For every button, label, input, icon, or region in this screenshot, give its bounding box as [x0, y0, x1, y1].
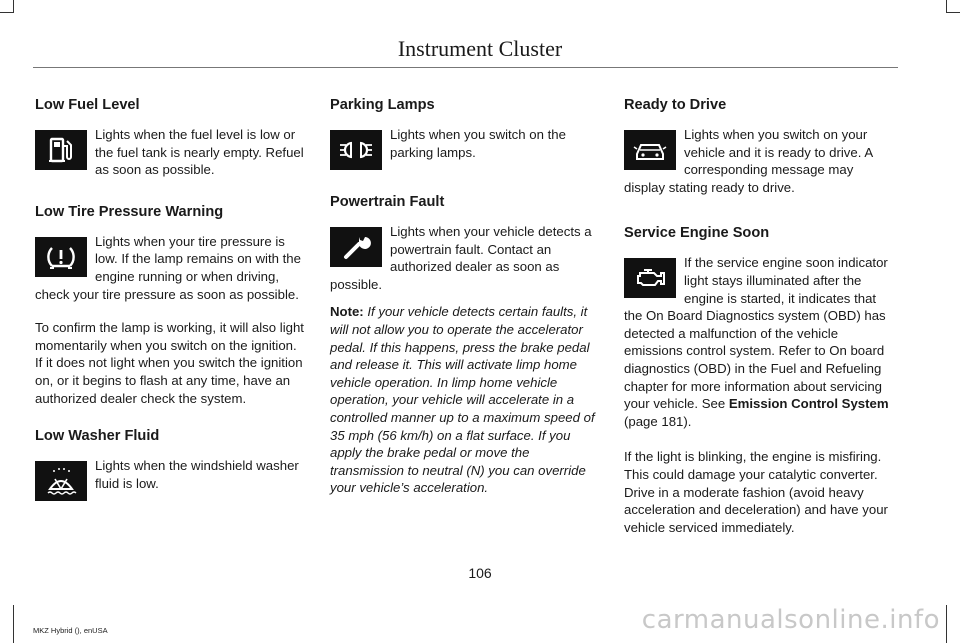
header-rule [33, 67, 898, 68]
low-fuel-entry [35, 126, 307, 187]
fuel-pump-icon [35, 130, 87, 170]
body-text: Lights when you switch on your vehicle and it is ready to drive. A corresponding message may display stating ready to drive. [624, 127, 873, 195]
ready-entry [624, 126, 896, 204]
crop-mark [13, 605, 14, 643]
note-label: Note: [330, 304, 364, 320]
service-entry [624, 254, 896, 438]
column-3 [624, 96, 896, 544]
wrench-icon [330, 227, 382, 267]
section-heading: Ready to Drive [624, 97, 727, 113]
column-2 [330, 96, 600, 505]
crop-mark [946, 0, 947, 13]
washer-entry [35, 457, 307, 504]
section-heading: Powertrain Fault [330, 194, 445, 210]
body-text: Lights when your vehicle detects a powertrain fault. Contact an authorized dealer as soon as possible. [330, 224, 592, 292]
powertrain-entry [330, 223, 600, 301]
note [330, 303, 600, 497]
body-text: Lights when the windshield washer fluid is low. [95, 458, 299, 491]
crop-mark [946, 605, 947, 643]
service-text: If the service engine soon indicator light stays illuminated after the engine is started, it indicates that the On Board Diagnostics system (OBD) has detected a malfunction of the vehicle emissions control system. Refer to On board diagnostics (OBD) in the Fuel and Refueling chapter for more information about servicing your vehicle. See [624, 255, 888, 412]
section-heading: Service Engine Soon [624, 225, 770, 242]
parking-entry [330, 126, 600, 173]
body-text: Lights when your tire pressure is low. If the lamp remains on with the engine running or when driving, check your tire pressure as soon as possible. [35, 233, 301, 302]
footer-text: MKZ Hybrid (), enUSA [33, 626, 108, 635]
tire-pressure-icon [35, 237, 87, 277]
tire-entry [35, 233, 307, 311]
body-text: If the light is blinking, the engine is misfiring. This could damage your catalytic converter. Drive in a moderate fashion (avoid heavy acceleration and deceleration) and have your vehicle serviced immediately. [624, 449, 888, 535]
ready-to-drive-icon [624, 130, 676, 170]
crop-mark [946, 12, 960, 13]
column-1 [35, 96, 307, 520]
body-text: Lights when you switch on the parking lamps. [390, 127, 566, 160]
section-heading: Low Tire Pressure Warning [35, 203, 224, 220]
watermark: carmanualsonline.info [641, 605, 940, 635]
body-text: Lights when the fuel level is low or the fuel tank is nearly empty. Refuel as soon as possible. [95, 127, 304, 178]
body-text: To confirm the lamp is working, it will also light momentarily when you switch on the ignition. If it does not light when you switch the ignition on, or it begins to flash at any time, have an authorized dealer check the system. [35, 320, 304, 406]
page-title: Instrument Cluster [397, 36, 563, 61]
page-number: 106 [468, 565, 492, 581]
section-heading: Low Fuel Level [35, 97, 140, 113]
engine-icon [624, 258, 676, 298]
crop-mark [13, 0, 14, 13]
section-heading: Parking Lamps [330, 97, 435, 113]
crop-mark [0, 12, 14, 13]
washer-fluid-icon [35, 461, 87, 501]
note-text: If your vehicle detects certain faults, it will not allow you to operate the accelerator pedal. If this happens, press the brake pedal and release it. This will activate limp home vehicle operation. In limp home vehicle operation, your vehicle will accelerate in a controlled manner up to a maximum speed of 35 mph (56 km/h) on a flat surface. If you apply the brake pedal or move the transmission to neutral (N) you can override your vehicle’s acceleration. [330, 304, 595, 496]
page-reference: (page 181). [624, 413, 692, 429]
parking-lamps-icon [330, 130, 382, 170]
emission-control-link[interactable]: Emission Control System [728, 396, 889, 412]
section-heading: Low Washer Fluid [35, 428, 160, 445]
